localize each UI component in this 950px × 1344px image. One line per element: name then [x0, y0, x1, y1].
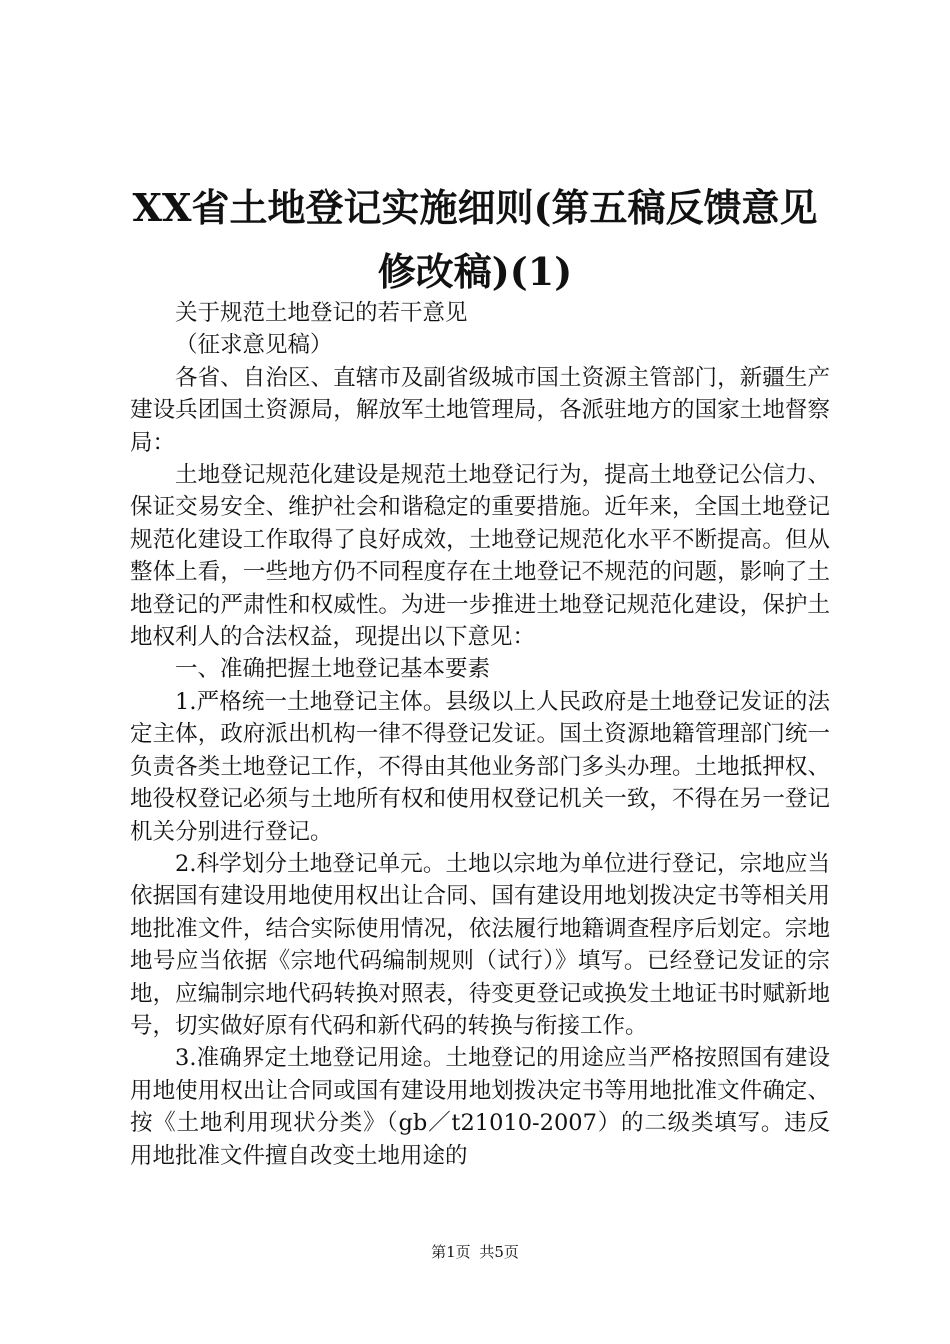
intro-paragraph: 土地登记规范化建设是规范土地登记行为，提高土地登记公信力、保证交易安全、维护社会和谐稳定的重要措施。近年来，全国土地登记规范化建设工作取得了良好成效，土地登记规范化水平不断提高。但从整体上看，一些地方仍不同程度存在土地登记不规范的问题，影响了土地登记的严肃性和权威性。为进一步推进土地登记规范化建设，保护土地权利人的合法权益，现提出以下意见： [130, 462, 830, 651]
page-number: 第1页 [431, 1243, 471, 1261]
section-heading: 一、准确把握土地登记基本要素 [175, 656, 491, 683]
document-title: XX省土地登记实施细则(第五稿反馈意见修改稿)(1) [132, 185, 818, 294]
draft-note-paragraph: （征求意见稿） [175, 332, 333, 359]
subtitle-paragraph: 关于规范土地登记的若干意见 [175, 300, 468, 326]
addressee-paragraph: 各省、自治区、直辖市及副省级城市国土资源主管部门，新疆生产建设兵团国土资源局，解放军土地管理局，各派驻地方的国家土地督察局： [130, 364, 830, 456]
item-1-paragraph: 1.严格统一土地登记主体。县级以上人民政府是土地登记发证的法定主体，政府派出机构一律不得登记发证。国土资源地籍管理部门统一负责各类土地登记工作，不得由其他业务部门多头办理。土地抵押权、地役权登记必须与土地所有权和使用权登记机关一致，不得在另一登记机关分别进行登记。 [130, 688, 830, 845]
item-2-paragraph: 2.科学划分土地登记单元。土地以宗地为单位进行登记，宗地应当依据国有建设用地使用权出让合同、国有建设用地划拨决定书等相关用地批准文件，结合实际使用情况，依法履行地籍调查程序后划定。宗地地号应当依据《宗地代码编制规则（试行）》填写。已经登记发证的宗地，应编制宗地代码转换对照表，待变更登记或换发土地证书时赋新地号，切实做好原有代码和新代码的转换与衔接工作。 [130, 850, 830, 1039]
page-total: 共5页 [479, 1243, 519, 1261]
document-body [130, 297, 830, 1172]
item-3-paragraph: 3.准确界定土地登记用途。土地登记的用途应当严格按照国有建设用地使用权出让合同或国有建设用地划拨决定书等用地批准文件确定、按《土地利用现状分类》（gb／t21010-2007）的二级类填写。违反用地批准文件擅自改变土地用途的 [130, 1045, 830, 1169]
page-footer [0, 1242, 950, 1262]
